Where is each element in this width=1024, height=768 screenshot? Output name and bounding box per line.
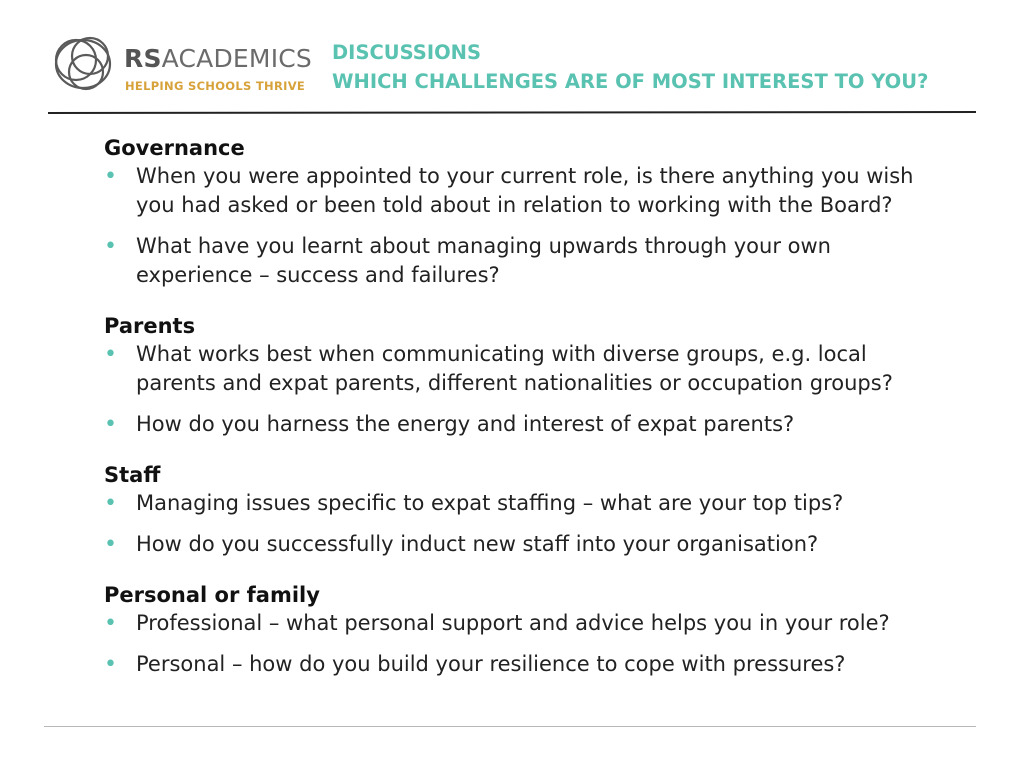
bullet-item [104, 609, 984, 638]
slide-title-line-2: WHICH CHALLENGES ARE OF MOST INTEREST TO YOU? [332, 70, 929, 93]
bullet-line: When you were appointed to your current role, is there anything you wish [136, 164, 914, 188]
header-divider [48, 111, 976, 114]
bullet-line: Personal – how do you build your resilience to cope with pressures? [136, 652, 846, 676]
bullet-dot-icon: • [104, 164, 117, 189]
section-governance [104, 134, 984, 290]
section-heading: Staff [104, 463, 161, 487]
brand-bold: RS [124, 44, 162, 73]
bullet-line: What works best when communicating with diverse groups, e.g. local [136, 342, 867, 366]
bullet-dot-icon: • [104, 342, 117, 367]
bullet-item [104, 410, 984, 439]
bullet-item [104, 340, 984, 398]
section-heading: Parents [104, 314, 196, 338]
discussion-content [104, 134, 984, 679]
bullet-item [104, 530, 984, 559]
brand-wordmark [124, 45, 312, 73]
bullet-item [104, 232, 984, 290]
brand-tagline: HELPING SCHOOLS THRIVE [125, 79, 306, 93]
bullet-item [104, 489, 984, 518]
slide-title [332, 38, 928, 96]
rs-academics-logo [50, 30, 310, 98]
bullet-line: How do you successfully induct new staff into your organisation? [136, 532, 819, 556]
section-personal-or-family [104, 581, 984, 679]
bullet-dot-icon: • [104, 234, 117, 259]
interlocking-rings-icon [50, 30, 122, 98]
bullet-dot-icon: • [104, 652, 117, 677]
bullet-dot-icon: • [104, 611, 117, 636]
bullet-line: experience – success and failures? [136, 263, 500, 287]
bullet-dot-icon: • [104, 532, 117, 557]
section-heading: Governance [104, 136, 245, 160]
bullet-dot-icon: • [104, 491, 117, 516]
bullet-line: Managing issues specific to expat staffing – what are your top tips? [136, 491, 844, 515]
section-parents [104, 312, 984, 439]
bullet-line: Professional – what personal support and advice helps you in your role? [136, 611, 890, 635]
bullet-line: How do you harness the energy and interest of expat parents? [136, 412, 795, 436]
bullet-item [104, 162, 984, 220]
bullet-line: you had asked or been told about in relation to working with the Board? [136, 193, 893, 217]
bullet-dot-icon: • [104, 412, 117, 437]
footer-divider [44, 726, 976, 727]
section-staff [104, 461, 984, 559]
slide-title-line-1: DISCUSSIONS [332, 41, 482, 64]
brand-light: ACADEMICS [161, 44, 312, 73]
bullet-line: parents and expat parents, different nationalities or occupation groups? [136, 371, 893, 395]
bullet-line: What have you learnt about managing upwards through your own [136, 234, 831, 258]
bullet-item [104, 650, 984, 679]
section-heading: Personal or family [104, 583, 320, 607]
